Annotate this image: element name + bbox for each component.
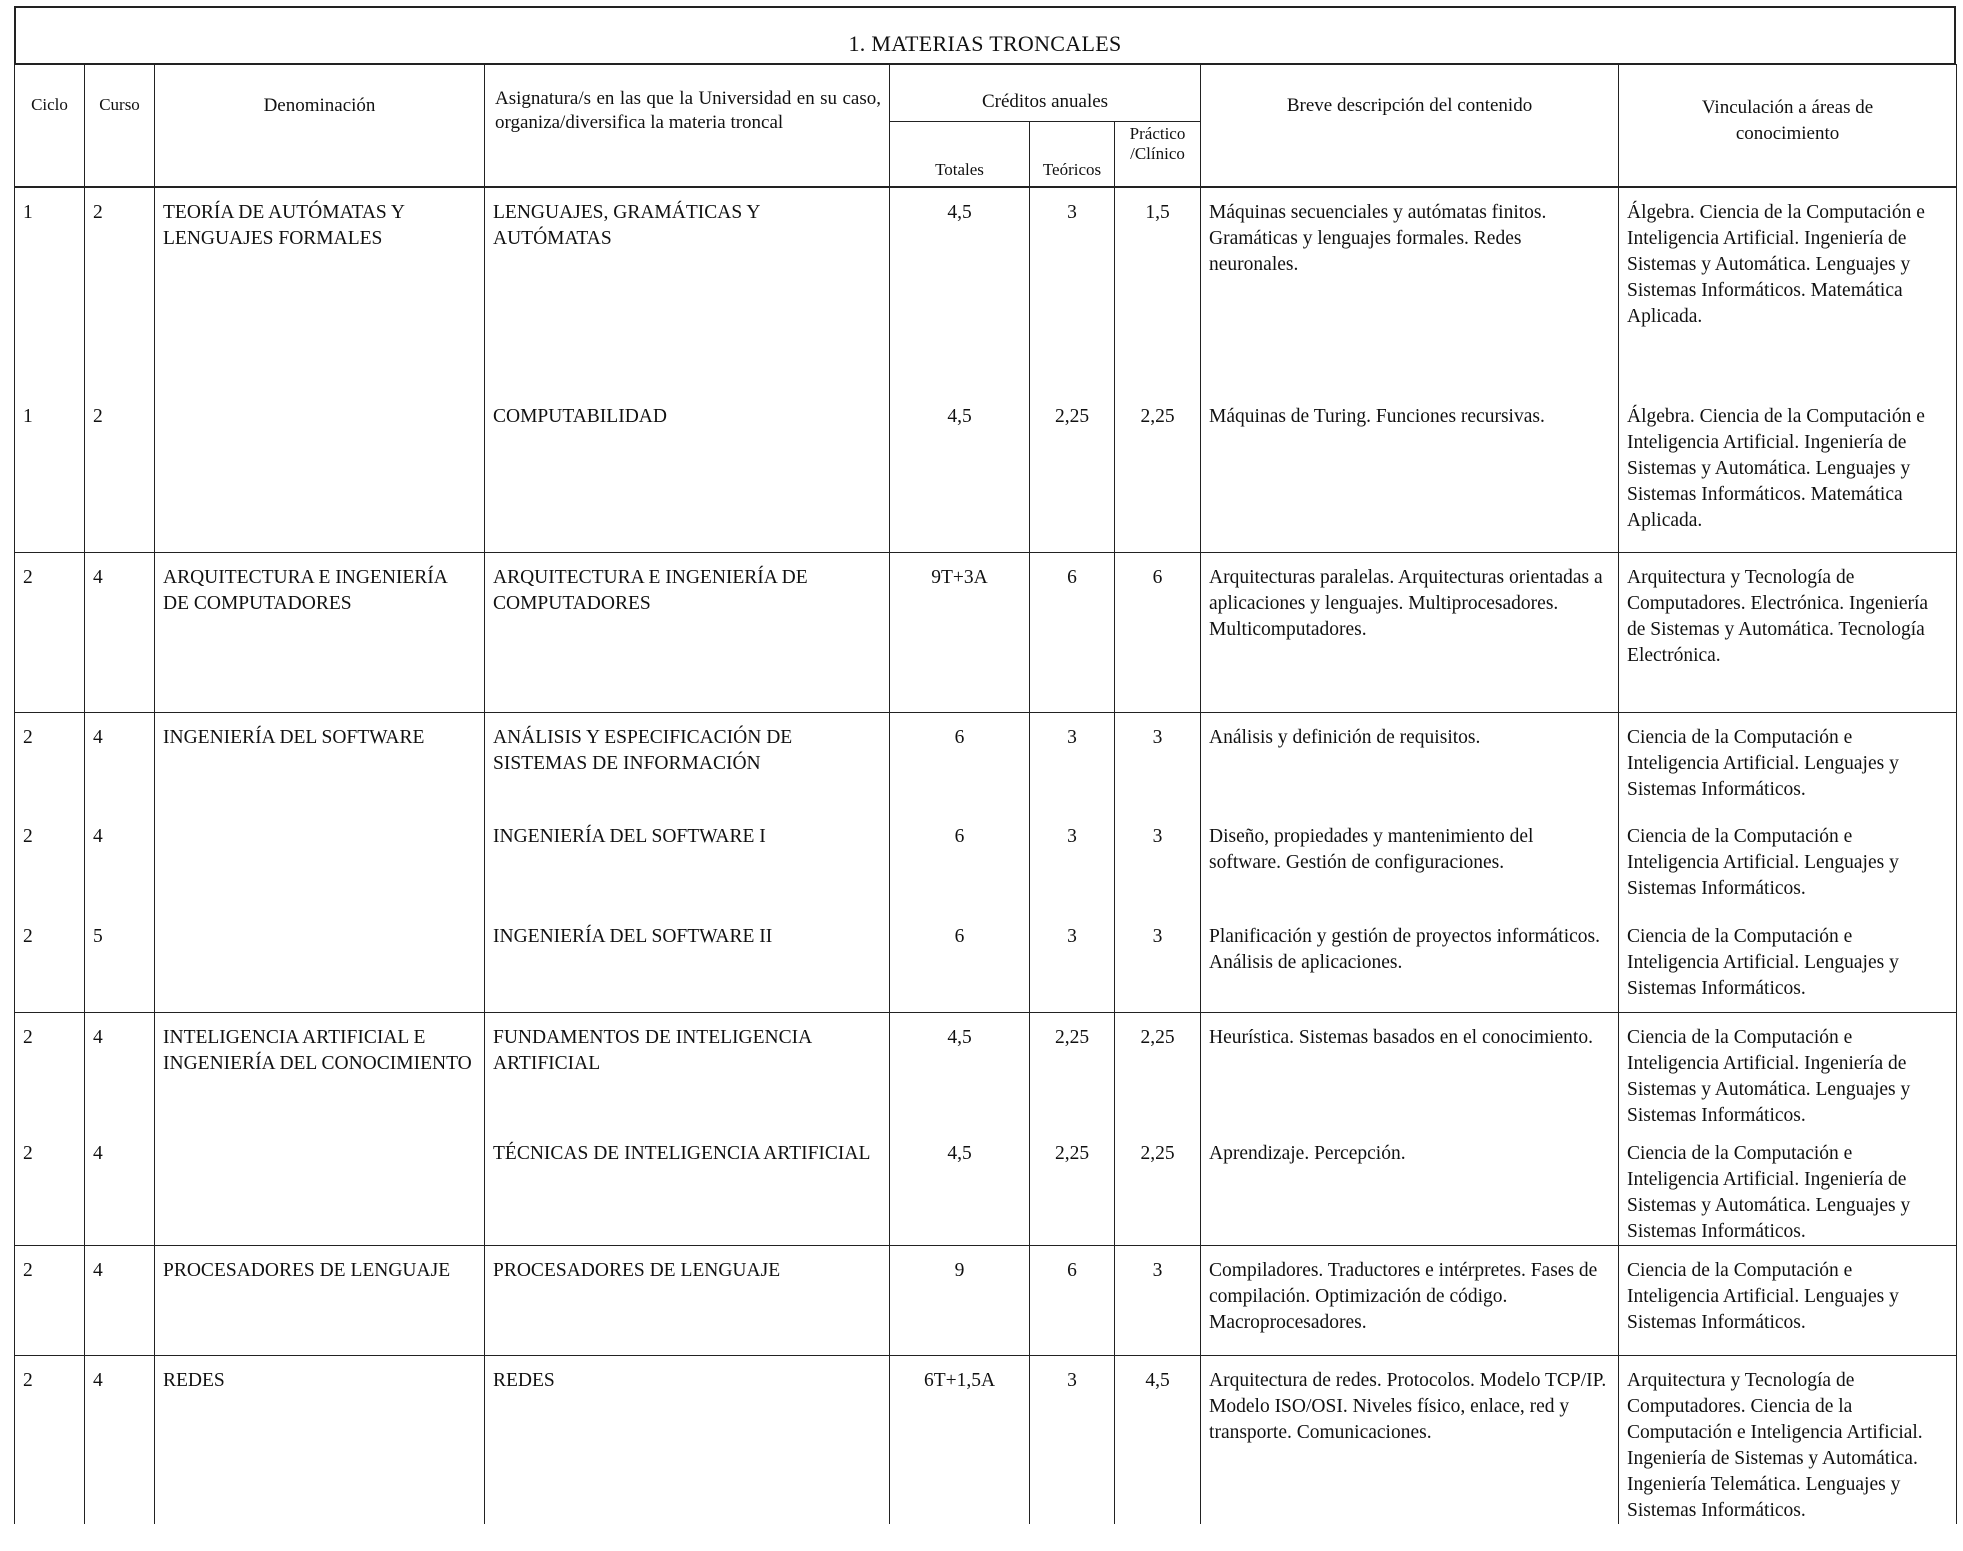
cell-vinculacion <box>1619 1355 1957 1524</box>
cell-denominacion-text: ARQUITECTURA E INGENIERÍA DE COMPUTADORES <box>163 566 447 614</box>
cell-totales-text: 6T+1,5A <box>923 1369 996 1391</box>
cell-descripcion <box>1201 912 1619 1012</box>
cell-vinculacion <box>1619 812 1957 912</box>
cell-asignatura-text: REDES <box>493 1369 555 1391</box>
cell-teoricos-text: 3 <box>1067 826 1077 847</box>
cell-teoricos <box>1030 712 1115 812</box>
title-band <box>14 6 1956 64</box>
cell-vinculacion-text: Álgebra. Ciencia de la Computación e Inteligencia Artificial. Ingeniería de Sistemas y Automática. Lenguajes y Sistemas Informáticos. Matemática Aplicada. <box>1627 202 1925 327</box>
cell-totales <box>890 912 1030 1012</box>
cell-curso-text: 4 <box>93 726 103 748</box>
cell-vinculacion <box>1619 552 1957 712</box>
cell-totales-text: 4,5 <box>947 1026 972 1048</box>
cell-descripcion <box>1201 1129 1619 1246</box>
cell-descripcion <box>1201 1355 1619 1524</box>
cell-asignatura <box>485 912 890 1012</box>
cell-asignatura <box>485 1012 890 1129</box>
cell-practico-text: 3 <box>1152 726 1163 748</box>
cell-asignatura-text: FUNDAMENTOS DE INTELIGENCIA ARTIFICIAL <box>493 1026 812 1074</box>
cell-teoricos <box>1030 1012 1115 1129</box>
cell-denominacion <box>155 812 485 912</box>
cell-totales <box>890 1129 1030 1246</box>
cell-ciclo <box>15 1129 85 1246</box>
table-row <box>15 1129 1957 1246</box>
cell-descripcion-text: Heurística. Sistemas basados en el conocimiento. <box>1209 1026 1593 1048</box>
cell-asignatura <box>485 812 890 912</box>
cell-curso <box>85 392 155 552</box>
cell-denominacion-text <box>155 912 484 924</box>
cell-teoricos-text: 6 <box>1067 566 1077 588</box>
cell-practico-text: 2,25 <box>1140 1142 1175 1164</box>
materias-table <box>14 64 1957 1524</box>
cell-vinculacion <box>1619 1245 1957 1355</box>
cell-ciclo <box>15 187 85 392</box>
header-practico: Práctico /Clínico <box>1115 122 1201 188</box>
cell-asignatura <box>485 1129 890 1246</box>
document-title: 1. MATERIAS TRONCALES <box>848 31 1122 56</box>
cell-vinculacion <box>1619 1012 1957 1129</box>
cell-ciclo-text: 2 <box>23 1259 33 1281</box>
cell-totales-text: 4,5 <box>947 202 972 223</box>
cell-practico-text: 3 <box>1152 926 1163 947</box>
cell-descripcion-text: Máquinas secuenciales y autómatas finitos. Gramáticas y lenguajes formales. Redes neuronales. <box>1209 202 1547 275</box>
cell-curso <box>85 1012 155 1129</box>
cell-denominacion <box>155 392 485 552</box>
cell-asignatura-text: LENGUAJES, GRAMÁTICAS Y AUTÓMATAS <box>493 202 760 249</box>
cell-teoricos-text: 2,25 <box>1054 1026 1090 1048</box>
cell-asignatura-text: INGENIERÍA DEL SOFTWARE I <box>493 826 766 847</box>
cell-totales-text: 6 <box>954 926 965 947</box>
cell-asignatura <box>485 392 890 552</box>
header-denominacion: Denominación <box>155 65 485 188</box>
cell-asignatura-text: ANÁLISIS Y ESPECIFICACIÓN DE SISTEMAS DE INFORMACIÓN <box>493 726 793 774</box>
cell-denominacion <box>155 1245 485 1355</box>
cell-teoricos <box>1030 912 1115 1012</box>
cell-curso-text: 4 <box>93 1026 103 1048</box>
table-row <box>15 1012 1957 1129</box>
cell-vinculacion-text: Álgebra. Ciencia de la Computación e Inteligencia Artificial. Ingeniería de Sistemas y Automática. Lenguajes y Sistemas Informáticos. Matemática Aplicada. <box>1627 406 1925 531</box>
cell-practico-text: 3 <box>1152 826 1163 847</box>
cell-denominacion <box>155 912 485 1012</box>
cell-denominacion-text <box>155 1129 484 1141</box>
cell-curso <box>85 812 155 912</box>
cell-denominacion <box>155 1012 485 1129</box>
cell-totales <box>890 187 1030 392</box>
cell-curso-text: 4 <box>93 1142 103 1164</box>
cell-curso-text: 4 <box>93 566 103 588</box>
table-header <box>15 65 1957 188</box>
cell-denominacion <box>155 552 485 712</box>
cell-totales <box>890 392 1030 552</box>
cell-teoricos-text: 3 <box>1067 202 1077 223</box>
cell-totales-text: 6 <box>954 726 965 748</box>
cell-teoricos-text: 3 <box>1067 1369 1077 1391</box>
cell-totales-text: 9T+3A <box>931 566 988 588</box>
cell-practico-text: 4,5 <box>1145 1369 1170 1391</box>
cell-ciclo <box>15 712 85 812</box>
cell-teoricos-text: 2,25 <box>1054 1142 1090 1164</box>
cell-asignatura-text: PROCESADORES DE LENGUAJE <box>493 1259 781 1281</box>
cell-descripcion <box>1201 1012 1619 1129</box>
cell-practico <box>1115 912 1201 1012</box>
cell-descripcion-text: Planificación y gestión de proyectos informáticos. Análisis de aplicaciones. <box>1209 926 1601 973</box>
table-row <box>15 187 1957 392</box>
cell-teoricos <box>1030 1245 1115 1355</box>
cell-curso-text: 4 <box>93 1259 103 1281</box>
cell-descripcion-text: Compiladores. Traductores e intérpretes. Fases de compilación. Optimización de código. Macroprocesadores. <box>1209 1259 1598 1333</box>
cell-totales-text: 9 <box>954 1259 965 1281</box>
cell-descripcion-text: Arquitectura de redes. Protocolos. Modelo TCP/IP. Modelo ISO/OSI. Niveles físico, enlace, red y transporte. Comunicaciones. <box>1209 1369 1607 1443</box>
cell-totales <box>890 1355 1030 1524</box>
cell-descripcion <box>1201 1245 1619 1355</box>
cell-teoricos <box>1030 392 1115 552</box>
cell-vinculacion-text: Arquitectura y Tecnología de Computadores. Electrónica. Ingeniería de Sistemas y Automática. Tecnología Electrónica. <box>1627 566 1929 666</box>
cell-totales-text: 4,5 <box>947 406 972 427</box>
cell-ciclo <box>15 1012 85 1129</box>
cell-asignatura-text: COMPUTABILIDAD <box>493 406 667 427</box>
cell-ciclo <box>15 1245 85 1355</box>
cell-denominacion <box>155 1129 485 1246</box>
cell-vinculacion <box>1619 1129 1957 1246</box>
cell-teoricos-text: 3 <box>1067 726 1077 748</box>
cell-descripcion-text: Diseño, propiedades y mantenimiento del software. Gestión de configuraciones. <box>1209 826 1534 873</box>
cell-denominacion <box>155 187 485 392</box>
cell-teoricos <box>1030 812 1115 912</box>
cell-practico <box>1115 1129 1201 1246</box>
cell-denominacion <box>155 712 485 812</box>
cell-curso <box>85 1245 155 1355</box>
cell-descripcion <box>1201 712 1619 812</box>
cell-curso <box>85 1355 155 1524</box>
header-vinculacion: Vinculación a áreas de conocimiento <box>1619 65 1957 188</box>
cell-vinculacion <box>1619 712 1957 812</box>
cell-denominacion-text: INGENIERÍA DEL SOFTWARE <box>163 726 425 748</box>
cell-ciclo-text: 2 <box>23 1026 33 1048</box>
cell-vinculacion-text: Ciencia de la Computación e Inteligencia Artificial. Lenguajes y Sistemas Informáticos. <box>1627 926 1899 999</box>
cell-practico <box>1115 1012 1201 1129</box>
cell-asignatura <box>485 552 890 712</box>
cell-vinculacion-text: Arquitectura y Tecnología de Computadores. Ciencia de la Computación e Inteligencia Artificial. Ingeniería de Sistemas y Automática. Ingeniería Telemática. Lenguajes y Sistemas Informáticos. <box>1627 1369 1923 1521</box>
cell-totales <box>890 1012 1030 1129</box>
cell-totales-text: 4,5 <box>947 1142 972 1164</box>
cell-denominacion-text: INTELIGENCIA ARTIFICIAL E INGENIERÍA DEL CONOCIMIENTO <box>163 1026 472 1074</box>
cell-ciclo <box>15 912 85 1012</box>
cell-asignatura-text: INGENIERÍA DEL SOFTWARE II <box>493 926 773 947</box>
cell-ciclo <box>15 392 85 552</box>
cell-asignatura <box>485 1245 890 1355</box>
cell-descripcion-text: Máquinas de Turing. Funciones recursivas. <box>1209 406 1545 427</box>
cell-practico-text: 2,25 <box>1140 1026 1175 1048</box>
table-row <box>15 1245 1957 1355</box>
table-row <box>15 812 1957 912</box>
cell-practico-text: 6 <box>1152 566 1163 588</box>
cell-totales <box>890 552 1030 712</box>
cell-curso-text: 4 <box>93 1369 103 1391</box>
cell-ciclo-text: 2 <box>23 726 33 748</box>
cell-curso-text: 2 <box>93 202 103 223</box>
cell-ciclo-text: 2 <box>23 1142 33 1164</box>
cell-denominacion-text: REDES <box>163 1369 225 1391</box>
header-creditos-anuales: Créditos anuales <box>890 65 1201 122</box>
cell-denominacion-text: TEORÍA DE AUTÓMATAS Y LENGUAJES FORMALES <box>163 202 405 249</box>
cell-vinculacion-text: Ciencia de la Computación e Inteligencia Artificial. Lenguajes y Sistemas Informáticos. <box>1627 826 1899 899</box>
cell-vinculacion <box>1619 392 1957 552</box>
cell-asignatura <box>485 187 890 392</box>
header-teoricos: Teóricos <box>1030 122 1115 188</box>
cell-curso <box>85 1129 155 1246</box>
cell-vinculacion <box>1619 187 1957 392</box>
cell-totales <box>890 812 1030 912</box>
cell-practico <box>1115 187 1201 392</box>
cell-totales <box>890 1245 1030 1355</box>
cell-descripcion <box>1201 812 1619 912</box>
cell-teoricos-text: 3 <box>1067 926 1077 947</box>
cell-asignatura <box>485 1355 890 1524</box>
cell-descripcion <box>1201 392 1619 552</box>
cell-practico-text: 3 <box>1152 1259 1163 1281</box>
cell-ciclo <box>15 812 85 912</box>
table-row <box>15 1355 1957 1524</box>
cell-vinculacion-text: Ciencia de la Computación e Inteligencia Artificial. Ingeniería de Sistemas y Automática. Lenguajes y Sistemas Informáticos. <box>1627 1142 1911 1242</box>
table-row <box>15 912 1957 1012</box>
cell-denominacion-text <box>155 392 484 404</box>
cell-descripcion <box>1201 552 1619 712</box>
cell-practico <box>1115 1245 1201 1355</box>
table-row <box>15 712 1957 812</box>
cell-teoricos <box>1030 1355 1115 1524</box>
table-row <box>15 552 1957 712</box>
cell-practico-text: 1,5 <box>1145 202 1170 223</box>
cell-teoricos-text: 6 <box>1067 1259 1077 1281</box>
cell-ciclo-text: 1 <box>23 406 33 427</box>
header-ciclo: Ciclo <box>15 65 85 188</box>
cell-descripcion <box>1201 187 1619 392</box>
cell-practico <box>1115 392 1201 552</box>
cell-curso <box>85 712 155 812</box>
cell-teoricos-text: 2,25 <box>1054 406 1090 427</box>
cell-vinculacion <box>1619 912 1957 1012</box>
cell-asignatura-text: TÉCNICAS DE INTELIGENCIA ARTIFICIAL <box>493 1142 871 1164</box>
table-body <box>15 187 1957 1524</box>
cell-ciclo <box>15 552 85 712</box>
header-descripcion: Breve descripción del contenido <box>1201 65 1619 188</box>
cell-practico-text: 2,25 <box>1140 406 1175 427</box>
cell-denominacion-text <box>155 812 484 824</box>
cell-practico <box>1115 552 1201 712</box>
cell-vinculacion-text: Ciencia de la Computación e Inteligencia Artificial. Ingeniería de Sistemas y Automática. Lenguajes y Sistemas Informáticos. <box>1627 1026 1911 1126</box>
cell-totales <box>890 712 1030 812</box>
document-sheet <box>10 6 1955 1546</box>
cell-asignatura-text: ARQUITECTURA E INGENIERÍA DE COMPUTADORES <box>493 566 808 614</box>
cell-vinculacion-text: Ciencia de la Computación e Inteligencia Artificial. Lenguajes y Sistemas Informáticos. <box>1627 1259 1899 1333</box>
cell-curso-text: 5 <box>93 926 103 947</box>
cell-teoricos <box>1030 187 1115 392</box>
cell-descripcion-text: Análisis y definición de requisitos. <box>1209 726 1481 748</box>
cell-ciclo-text: 2 <box>23 566 33 588</box>
cell-curso-text: 2 <box>93 406 103 427</box>
cell-teoricos <box>1030 552 1115 712</box>
cell-totales-text: 6 <box>954 826 965 847</box>
cell-curso <box>85 187 155 392</box>
cell-practico <box>1115 1355 1201 1524</box>
cell-ciclo-text: 2 <box>23 826 33 847</box>
cell-denominacion <box>155 1355 485 1524</box>
cell-curso <box>85 552 155 712</box>
cell-ciclo <box>15 1355 85 1524</box>
cell-practico <box>1115 812 1201 912</box>
cell-descripcion-text: Aprendizaje. Percepción. <box>1209 1142 1406 1164</box>
table-row <box>15 392 1957 552</box>
header-curso: Curso <box>85 65 155 188</box>
cell-ciclo-text: 1 <box>23 202 33 223</box>
cell-ciclo-text: 2 <box>23 926 33 947</box>
cell-teoricos <box>1030 1129 1115 1246</box>
header-totales: Totales <box>890 122 1030 188</box>
cell-vinculacion-text: Ciencia de la Computación e Inteligencia Artificial. Lenguajes y Sistemas Informáticos. <box>1627 726 1899 800</box>
cell-curso <box>85 912 155 1012</box>
cell-asignatura <box>485 712 890 812</box>
header-asignaturas: Asignatura/s en las que la Universidad en su caso, organiza/diversifica la materia troncal <box>485 65 890 188</box>
cell-denominacion-text: PROCESADORES DE LENGUAJE <box>163 1259 451 1281</box>
cell-practico <box>1115 712 1201 812</box>
cell-curso-text: 4 <box>93 826 103 847</box>
cell-descripcion-text: Arquitecturas paralelas. Arquitecturas orientadas a aplicaciones y lenguajes. Multiprocesadores. Multicomputadores. <box>1209 566 1603 640</box>
cell-ciclo-text: 2 <box>23 1369 33 1391</box>
